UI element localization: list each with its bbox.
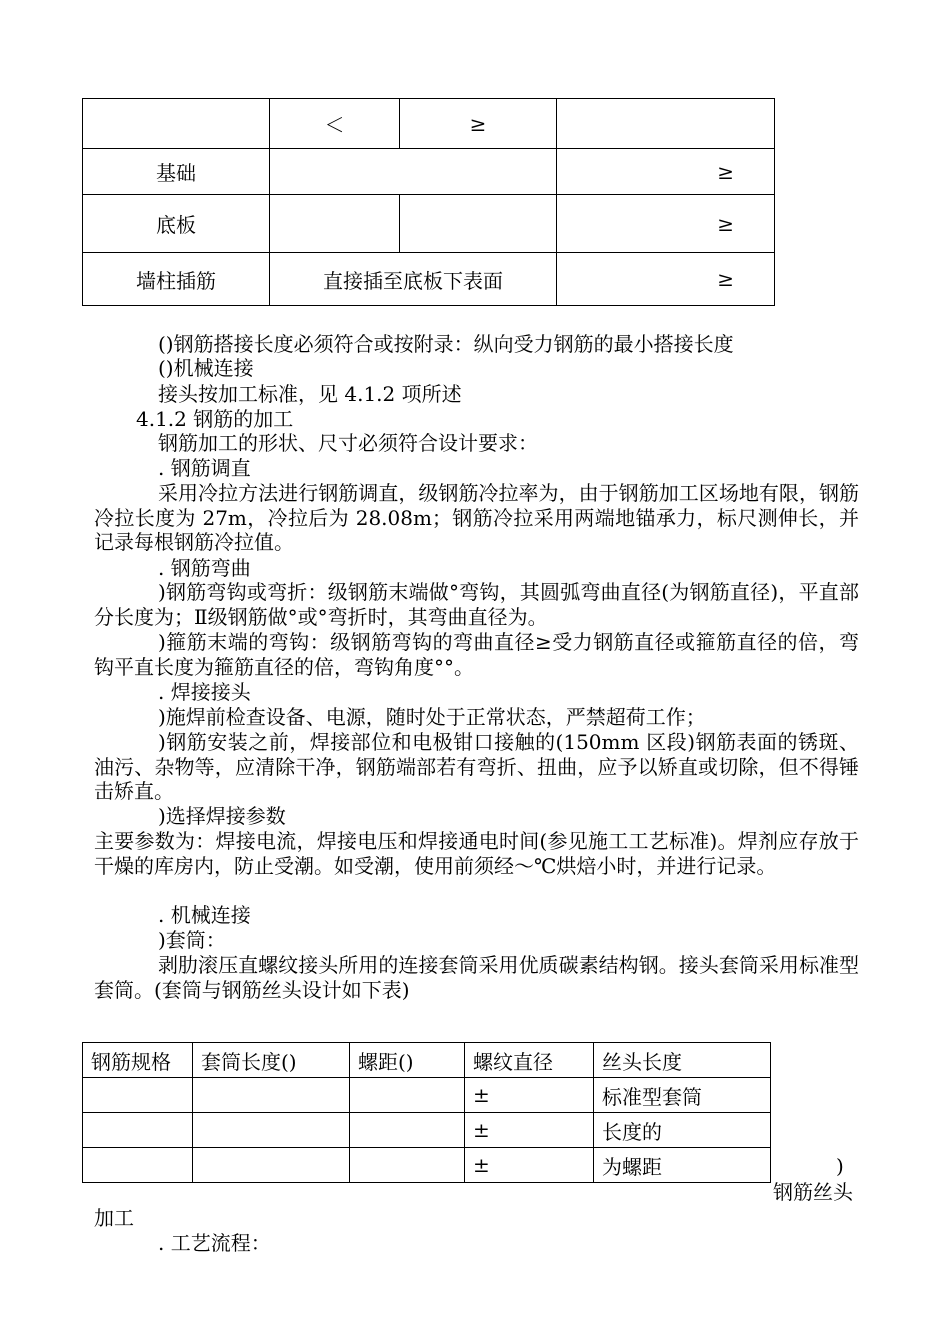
subheading: . 焊接接头 bbox=[158, 680, 251, 704]
table-cell: 长度的 bbox=[594, 1113, 771, 1148]
table-row bbox=[83, 195, 775, 253]
table-header-cell: 钢筋规格 bbox=[83, 1043, 193, 1078]
table-cell: ≥ bbox=[557, 253, 775, 306]
paragraph: 采用冷拉方法进行钢筋调直，级钢筋冷拉率为，由于钢筋加工区场地有限，钢筋冷拉长度为 27m，冷拉后为 28.08m；钢筋冷拉采用两端地锚承力，标尺测伸长，并记录每根钢筋冷拉值。 bbox=[94, 481, 859, 554]
table-cell: ＜ bbox=[270, 99, 400, 149]
paragraph: )钢筋弯钩或弯折：级钢筋末端做°弯钩，其圆弧弯曲直径(为钢筋直径)，平直部分长度为；Ⅱ级钢筋做°或°弯折时，其弯曲直径为。 bbox=[94, 580, 859, 629]
table-cell bbox=[193, 1078, 350, 1113]
table-row bbox=[83, 1148, 771, 1183]
text-line: ()机械连接 bbox=[158, 356, 254, 380]
table-header-cell: 螺距() bbox=[350, 1043, 465, 1078]
section-heading: 4.1.2 钢筋的加工 bbox=[136, 407, 294, 431]
table-cell: ± bbox=[465, 1148, 594, 1183]
lap-length-table bbox=[82, 98, 775, 306]
table-cell bbox=[270, 149, 557, 195]
table-cell: 底板 bbox=[83, 195, 270, 253]
table-cell: 标准型套筒 bbox=[594, 1078, 771, 1113]
table-cell bbox=[83, 1078, 193, 1113]
table-header-cell: 丝头长度 bbox=[594, 1043, 771, 1078]
paragraph: 剥肋滚压直螺纹接头所用的连接套筒采用优质碳素结构钢。接头套筒采用标准型套筒。(套筒与钢筋丝头设计如下表) bbox=[94, 953, 859, 1002]
table-cell bbox=[350, 1148, 465, 1183]
text-line: ()钢筋搭接长度必须符合或按附录：纵向受力钢筋的最小搭接长度 bbox=[158, 332, 734, 356]
table-cell: 基础 bbox=[83, 149, 270, 195]
table-cell: ± bbox=[465, 1078, 594, 1113]
table-cell bbox=[83, 1113, 193, 1148]
table-cell: 墙柱插筋 bbox=[83, 253, 270, 306]
table-row bbox=[83, 253, 775, 306]
table-cell bbox=[350, 1078, 465, 1113]
text-line: )施焊前检查设备、电源，随时处于正常状态，严禁超荷工作； bbox=[158, 705, 706, 729]
table-cell bbox=[193, 1148, 350, 1183]
table-cell bbox=[270, 195, 400, 253]
text-line: )套筒： bbox=[158, 928, 226, 952]
text-line: 加工 bbox=[94, 1206, 134, 1230]
side-paren: ) bbox=[836, 1154, 844, 1178]
subheading: . 工艺流程： bbox=[158, 1231, 271, 1255]
text-line: )选择焊接参数 bbox=[158, 804, 286, 828]
text-line: 接头按加工标准，见 4.1.2 项所述 bbox=[158, 382, 462, 406]
table-cell: ≥ bbox=[400, 99, 557, 149]
subheading: . 钢筋调直 bbox=[158, 456, 251, 480]
table-cell bbox=[557, 99, 775, 149]
paragraph: 主要参数为：焊接电流，焊接电压和焊接通电时间(参见施工工艺标准)。焊剂应存放于干燥的库房内，防止受潮。如受潮，使用前须经～℃烘焙小时，并进行记录。 bbox=[94, 829, 859, 878]
table-row bbox=[83, 99, 775, 149]
table-row bbox=[83, 1113, 771, 1148]
text-line: 钢筋加工的形状、尺寸必须符合设计要求： bbox=[158, 431, 538, 455]
table-header-row bbox=[83, 1043, 771, 1078]
table-cell bbox=[193, 1113, 350, 1148]
sleeve-table bbox=[82, 1042, 771, 1183]
table-row bbox=[83, 1078, 771, 1113]
side-text: 钢筋丝头 bbox=[773, 1180, 853, 1204]
table-row bbox=[83, 149, 775, 195]
subheading: . 钢筋弯曲 bbox=[158, 556, 251, 580]
paragraph: )钢筋安装之前，焊接部位和电极钳口接触的(150mm 区段)钢筋表面的锈斑、油污、杂物等，应清除干净，钢筋端部若有弯折、扭曲，应予以矫直或切除，但不得锤击矫直。 bbox=[94, 730, 859, 803]
table-cell bbox=[83, 99, 270, 149]
table-cell bbox=[83, 1148, 193, 1183]
table-cell bbox=[350, 1113, 465, 1148]
table-cell: ≥ bbox=[557, 149, 775, 195]
paragraph: )箍筋末端的弯钩：级钢筋弯钩的弯曲直径≥受力钢筋直径或箍筋直径的倍，弯钩平直长度为箍筋直径的倍，弯钩角度°°。 bbox=[94, 630, 859, 679]
subheading: . 机械连接 bbox=[158, 903, 251, 927]
table-cell: ≥ bbox=[557, 195, 775, 253]
table-cell bbox=[400, 195, 557, 253]
table-header-cell: 套筒长度() bbox=[193, 1043, 350, 1078]
table-cell: 直接插至底板下表面 bbox=[270, 253, 557, 306]
table-cell: ± bbox=[465, 1113, 594, 1148]
table-cell: 为螺距 bbox=[594, 1148, 771, 1183]
table-header-cell: 螺纹直径 bbox=[465, 1043, 594, 1078]
